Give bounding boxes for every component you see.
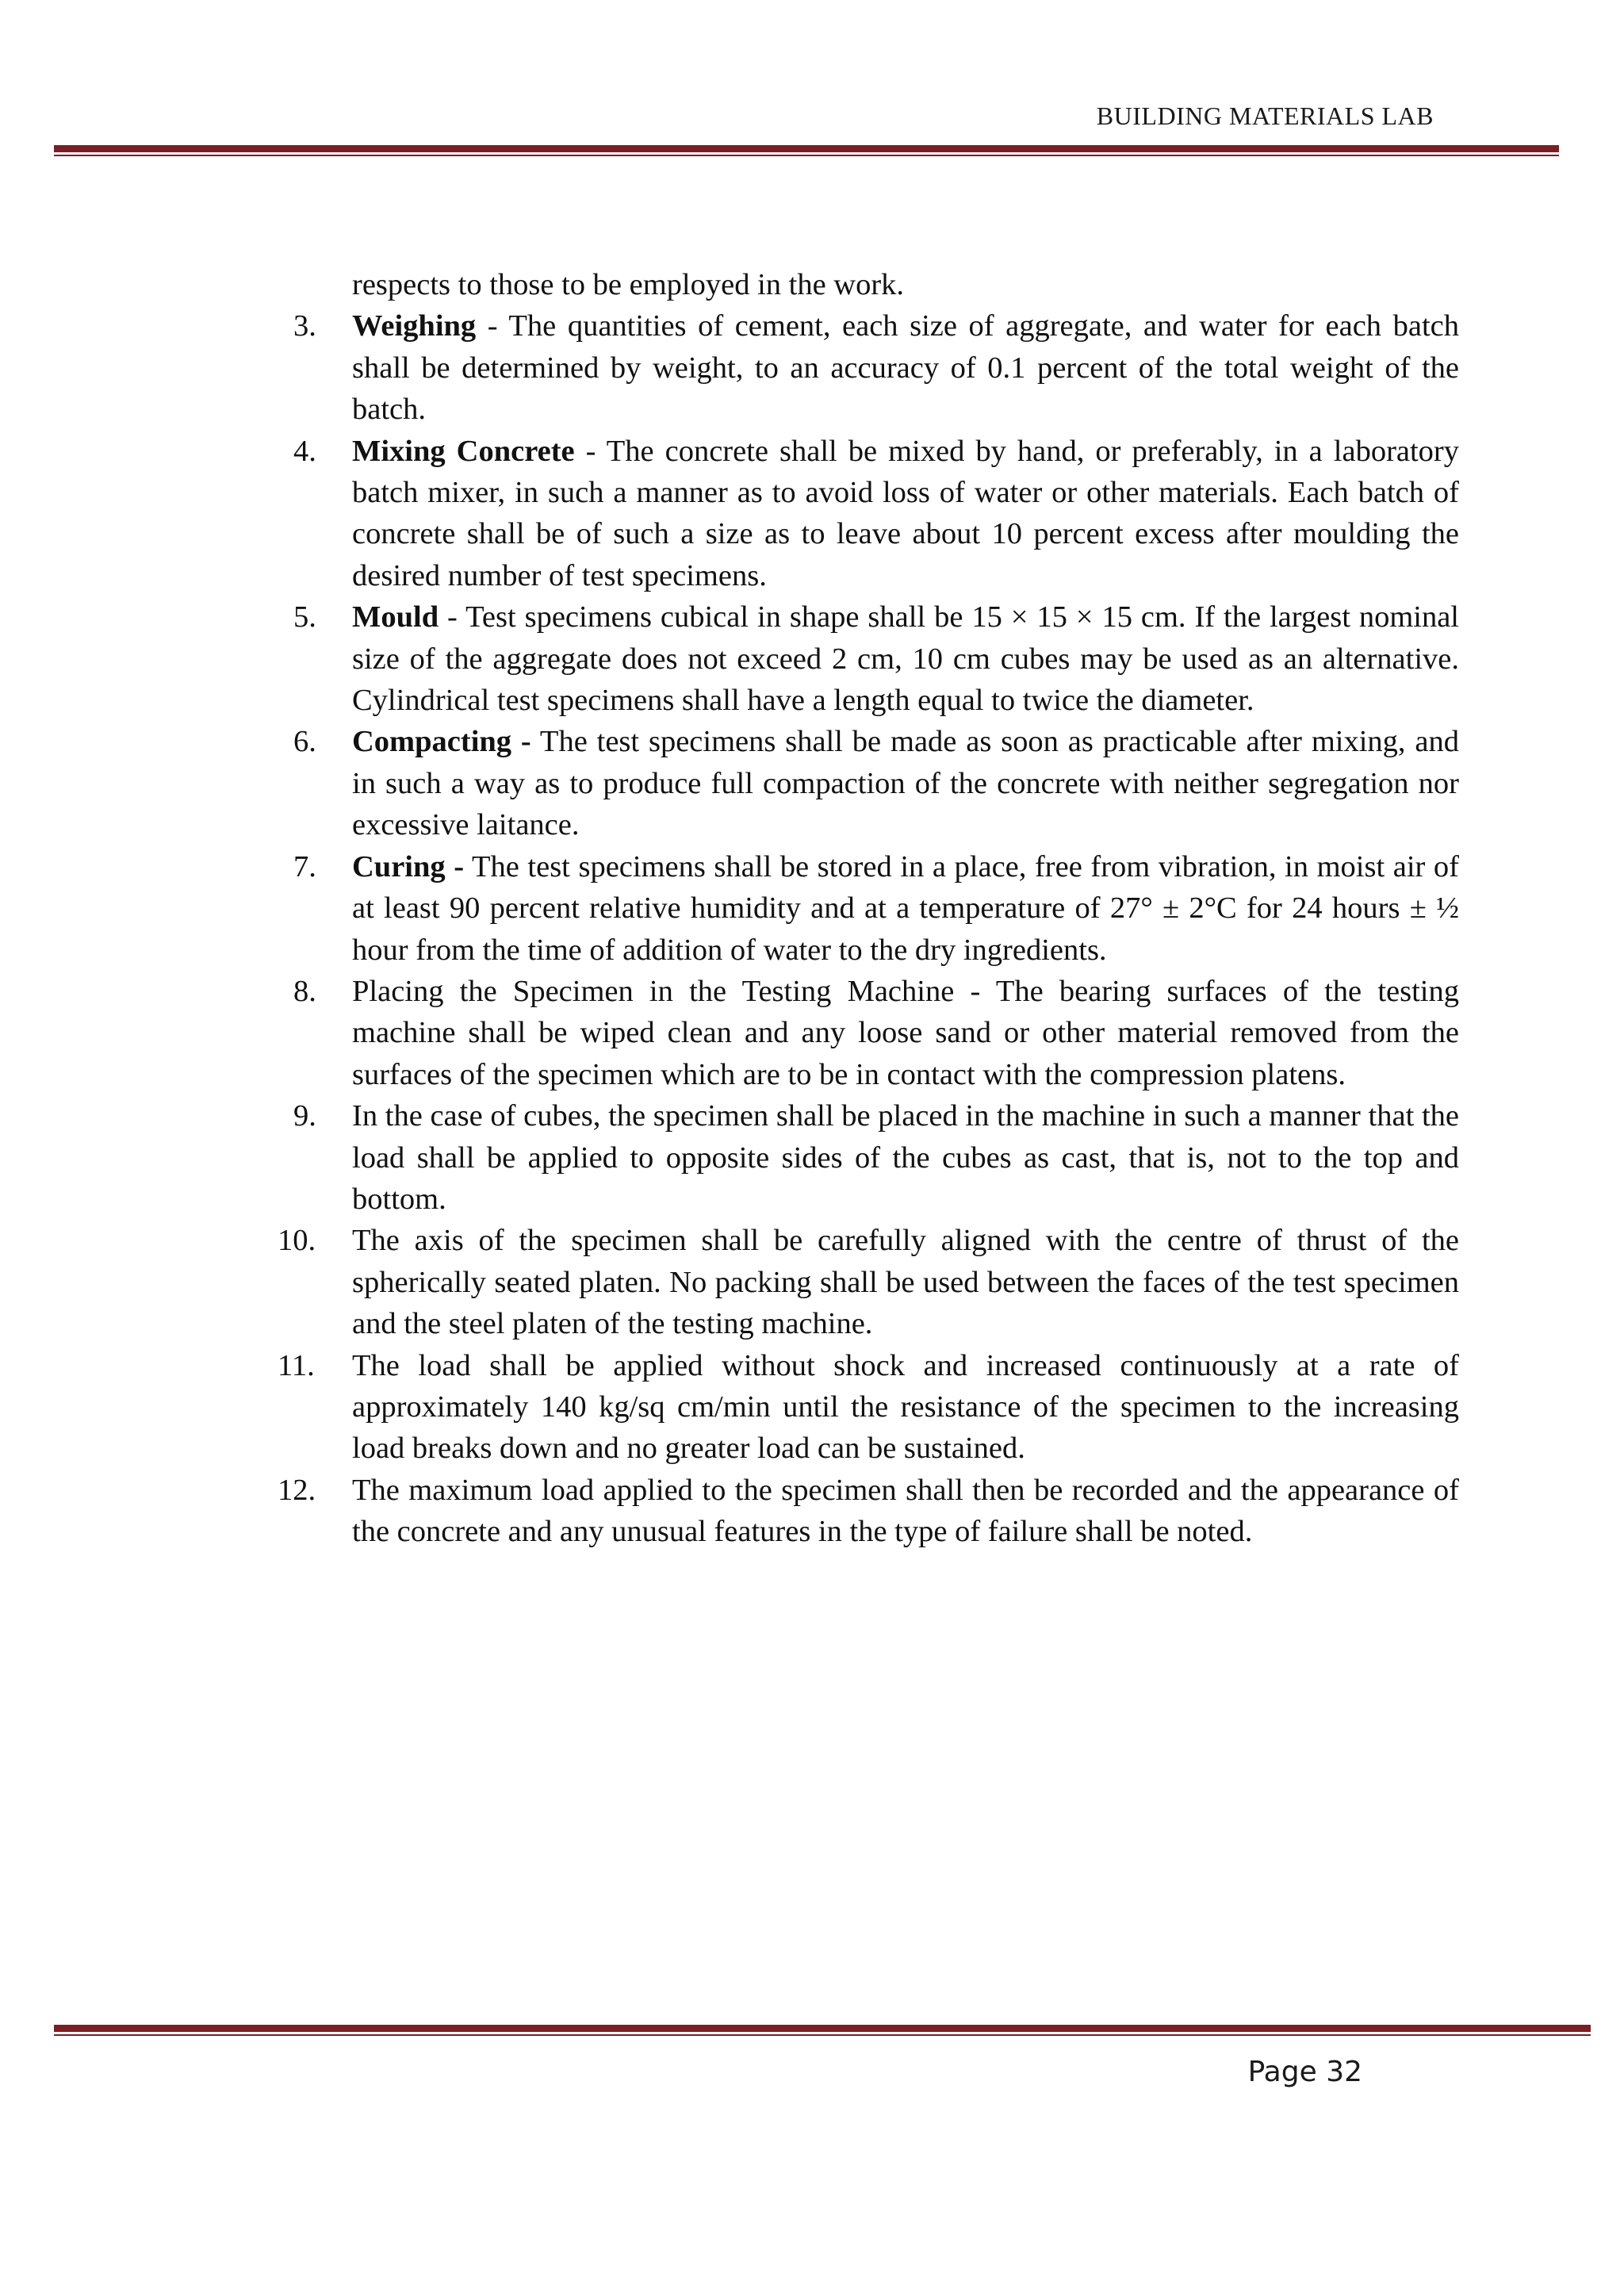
item-text: - The quantities of cement, each size of aggregate, and water for each batch shall be determined by weight, to an accuracy of 0.1 percent of the total weight of the batch. (352, 309, 1459, 427)
running-header: BUILDING MATERIALS LAB (1096, 102, 1434, 130)
header-rule-thin (54, 155, 1559, 156)
item-number: 12. (278, 1473, 316, 1507)
item-text: In the case of cubes, the specimen shall be placed in the machine in such a manner that the load shall be applied to opposite sides of the cubes as cast, that is, not to the top and bottom. (352, 1099, 1459, 1216)
list-item (293, 431, 1459, 597)
list-item (293, 721, 1459, 845)
item-term: Mixing Concrete (352, 434, 575, 468)
item-number: 6. (293, 725, 316, 759)
list-item (293, 846, 1459, 971)
item-number: 7. (293, 849, 316, 884)
item-number: 11. (278, 1348, 315, 1382)
item-number: 3. (293, 309, 316, 343)
item-text: - Test specimens cubical in shape shall be 15 × 15 × 15 cm. If the largest nominal size of the aggregate does not exceed 2 cm, 10 cm cubes may be used as an alternative. Cylindrical test specimens shall have a length equal to twice the diameter. (352, 600, 1459, 718)
page-number: Page 32 (1247, 2056, 1362, 2088)
item-text: The load shall be applied without shock and increased continuously at a rate of approximately 140 kg/sq cm/min until the resistance of the specimen to the increasing load breaks down and no greater load can be sustained. (352, 1348, 1459, 1466)
item-term: Weighing (352, 309, 477, 343)
item-text: The axis of the specimen shall be carefully aligned with the centre of thrust of the spherically seated platen. No packing shall be used between the faces of the test specimen and the steel platen of the testing machine. (352, 1224, 1459, 1341)
item-number: 8. (293, 974, 316, 1008)
item-number: 5. (293, 600, 316, 634)
footer-rule-thin (54, 2034, 1591, 2036)
list-item (278, 1345, 1459, 1470)
item-text: - The concrete shall be mixed by hand, or preferably, in a laboratory batch mixer, in such a manner as to avoid loss of water or other materials. Each batch of concrete shall be of such a size as to leave about 10 percent excess after moulding the desired number of test specimens. (352, 434, 1459, 592)
item-term: Compacting - (352, 725, 531, 759)
list-item (293, 971, 1459, 1095)
item-text: The test specimens shall be made as soon as practicable after mixing, and in such a way as to produce full compaction of the concrete with neither segregation nor excessive laitance. (352, 725, 1460, 842)
list-item (293, 596, 1459, 721)
item-text: Placing the Specimen in the Testing Machine - The bearing surfaces of the testing machine shall be wiped clean and any loose sand or other material removed from the surfaces of the specimen which are to be in contact with the compression platens. (352, 974, 1459, 1091)
footer-rule-thick (54, 2025, 1591, 2032)
continuation-line: respects to those to be employed in the work. (352, 268, 905, 301)
procedure-list (278, 305, 1460, 1552)
list-item (278, 1470, 1459, 1553)
footer-rule (54, 2025, 1591, 2036)
list-item (278, 1220, 1459, 1344)
header-rule-thick (54, 145, 1559, 152)
page-body (278, 264, 1460, 1553)
header-rule (54, 145, 1559, 156)
item-text: The maximum load applied to the specimen shall then be recorded and the appearance of the concrete and any unusual features in the type of failure shall be noted. (352, 1473, 1459, 1549)
item-text: The test specimens shall be stored in a place, free from vibration, in moist air of at least 90 percent relative humidity and at a temperature of 27° ± 2°C for 24 hours ± ½ hour from the time of addition of water to the dry ingredients. (352, 849, 1460, 967)
item-number: 9. (293, 1099, 316, 1133)
list-item (293, 1095, 1459, 1220)
item-term: Curing - (352, 849, 465, 884)
item-term: Mould (352, 600, 439, 634)
list-item (293, 305, 1459, 430)
item-number: 10. (278, 1224, 316, 1258)
item-number: 4. (293, 434, 316, 468)
